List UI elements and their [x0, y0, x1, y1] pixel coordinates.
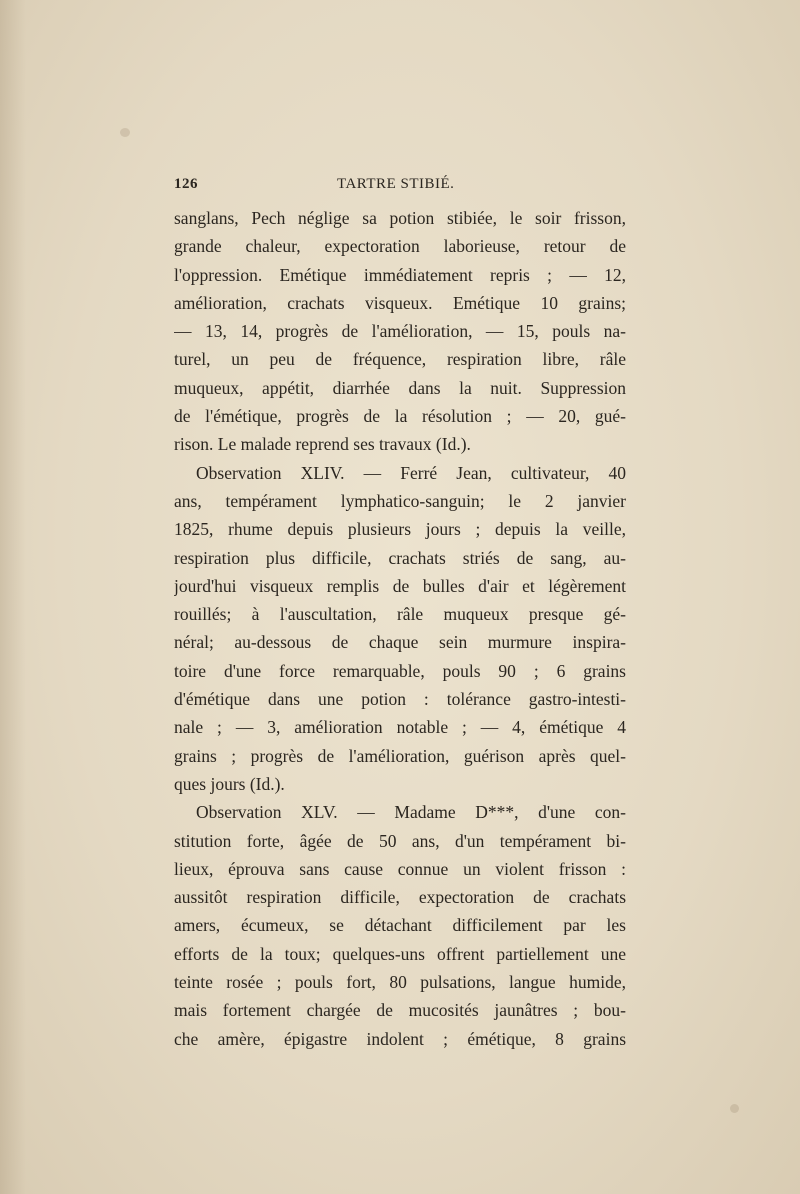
text-line: nale ; — 3, amélioration notable ; — 4, émétique 4 — [174, 717, 626, 738]
text-line: turel, un peu de fréquence, respiration libre, râle — [174, 349, 626, 370]
text-line: rison. Le malade reprend ses travaux (Id.). — [174, 434, 471, 455]
text-line: sanglans, Pech néglige sa potion stibiée, le soir frisson, — [174, 208, 626, 228]
running-title: TARTRE STIBIÉ. — [337, 176, 455, 192]
text-line: l'oppression. Emétique immédiatement repris ; — 12, — [174, 264, 626, 285]
text-line: amers, écumeux, se détachant difficilement par les — [174, 915, 626, 936]
stain-mark — [730, 1104, 739, 1113]
text-line: Observation XLIV. — Ferré Jean, cultivateur, 40 — [196, 462, 626, 483]
stain-mark — [120, 128, 130, 137]
text-line: — 13, 14, progrès de l'amélioration, — 15, pouls na- — [174, 321, 626, 342]
text-line: teinte rosée ; pouls fort, 80 pulsations, langue humide, — [174, 972, 626, 993]
text-line: grande chaleur, expectoration laborieuse, retour de — [174, 236, 626, 257]
text-line: grains ; progrès de l'amélioration, guérison après quel- — [174, 745, 626, 766]
text-line: néral; au-dessous de chaque sein murmure inspira- — [174, 632, 626, 653]
text-line: ques jours (Id.). — [174, 773, 285, 794]
text-line: amélioration, crachats visqueux. Emétique 10 grains; — [174, 292, 626, 313]
text-line: muqueux, appétit, diarrhée dans la nuit. Suppression — [174, 377, 626, 398]
page-number: 126 — [174, 176, 198, 192]
text-line: che amère, épigastre indolent ; émétique, 8 grains — [174, 1028, 626, 1049]
text-line: lieux, éprouva sans cause connue un violent frisson : — [174, 858, 626, 879]
text-line: ans, tempérament lymphatico-sanguin; le 2 janvier — [174, 490, 626, 511]
text-line: 1825, rhume depuis plusieurs jours ; depuis la veille, — [174, 519, 626, 540]
text-line: stitution forte, âgée de 50 ans, d'un tempérament bi- — [174, 830, 626, 851]
gutter-shadow — [0, 0, 26, 1194]
body-text — [174, 204, 626, 1053]
text-line: jourd'hui visqueux remplis de bulles d'air et légèrement — [174, 575, 626, 596]
text-line: respiration plus difficile, crachats striés de sang, au- — [174, 547, 626, 568]
text-line: toire d'une force remarquable, pouls 90 ; 6 grains — [174, 660, 626, 681]
page-header — [174, 174, 626, 198]
text-line: mais fortement chargée de mucosités jaunâtres ; bou- — [174, 1000, 626, 1021]
text-line: efforts de la toux; quelques-uns offrent partiellement une — [174, 943, 626, 964]
text-line: aussitôt respiration difficile, expectoration de crachats — [174, 887, 626, 908]
text-line: rouillés; à l'auscultation, râle muqueux presque gé- — [174, 604, 626, 625]
text-line: d'émétique dans une potion : tolérance gastro-intesti- — [174, 689, 626, 710]
text-line: Observation XLV. — Madame D***, d'une con- — [196, 802, 626, 823]
text-line: de l'émétique, progrès de la résolution ; — 20, gué- — [174, 406, 626, 427]
